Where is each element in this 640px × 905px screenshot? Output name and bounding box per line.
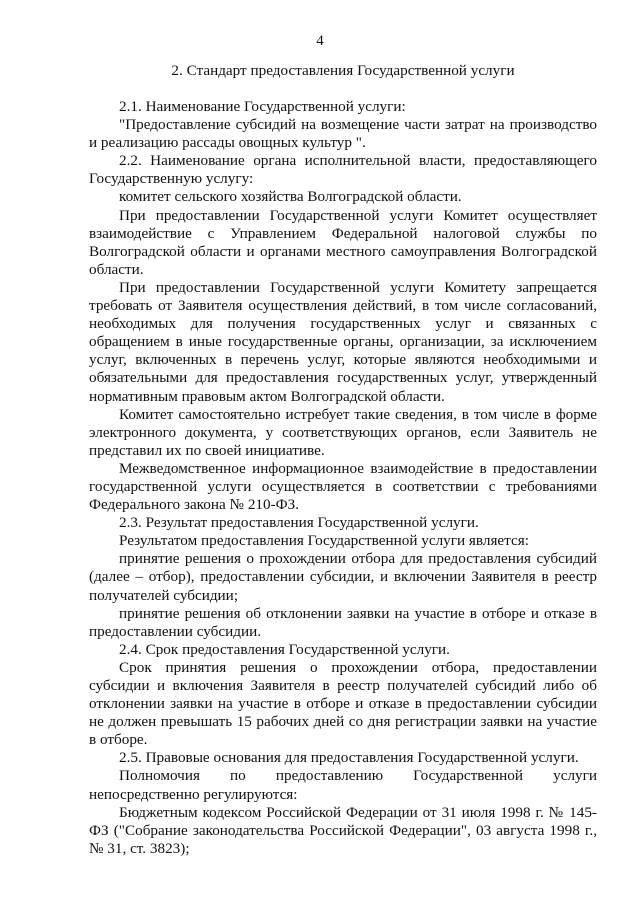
paragraph-2-2-heading: 2.2. Наименование органа исполнительной власти, предоставляющего Государственную услугу: [89, 152, 597, 188]
paragraph-2-1-heading: 2.1. Наименование Государственной услуги: [119, 98, 406, 115]
paragraph-budget-code: Бюджетным кодексом Российской Федерации от 31 июля 1998 г. № 145-ФЗ ("Собрание законодательства Российской Федерации", 03 августа 1998 г., № 31, ст. 3823); [89, 803, 597, 857]
section-title: 2. Стандарт предоставления Государственной услуги [171, 62, 515, 79]
paragraph-interagency: Межведомственное информационное взаимодействие в предоставлении государственной услуги осуществляется в соответствии с требованиями Федерального закона № 210-ФЗ. [89, 459, 597, 514]
paragraph-result-rejection: принятие решения об отклонении заявки на участие в отборе и отказе в предоставлении субсидии. [89, 604, 597, 640]
paragraph-powers: Полномочия по предоставлению Государственной услуги непосредственно регулируются: [89, 767, 597, 803]
document-body [89, 98, 597, 858]
paragraph-result-intro: Результатом предоставления Государственной услуги является: [119, 532, 529, 550]
paragraph-2-3-heading: 2.3. Результат предоставления Государственной услуги. [119, 514, 479, 532]
paragraph-term: Срок принятия решения о прохождении отбора, предоставлении субсидии и включения Заявителя в реестр получателей субсидий либо об отклонении заявки на участие в отборе и отказе в предоставлении субсидии не должен превышать 15 рабочих дней со дня регистрации заявки на участие в отборе. [89, 658, 597, 749]
paragraph-interaction: При предоставлении Государственной услуги Комитет осуществляет взаимодействие с Управлением Федеральной налоговой службы по Волгоградской области и органами местного самоуправления Волгоградской области. [89, 206, 597, 278]
page-number: 4 [316, 33, 324, 49]
paragraph-self-request: Комитет самостоятельно истребует такие сведения, в том числе в форме электронного документа, у соответствующих органов, если Заявитель не представил их по своей инициативе. [89, 405, 597, 459]
paragraph-2-5-heading: 2.5. Правовые основания для предоставления Государственной услуги. [119, 749, 579, 767]
paragraph-committee-name: комитет сельского хозяйства Волгоградской области. [119, 188, 462, 206]
paragraph-result-approval: принятие решения о прохождении отбора для предоставления субсидий (далее – отбор), предоставлении субсидии, и включении Заявителя в реестр получателей субсидии; [89, 550, 597, 604]
paragraph-prohibition: При предоставлении Государственной услуги Комитету запрещается требовать от Заявителя осуществления действий, в том числе согласований, необходимых для получения государственных услуг и связанных с обращением в иные государственные органы, организации, за исключением услуг, включенных в перечень услуг, которые являются необходимыми и обязательными для предоставления государственных услуг, утвержденный нормативным правовым актом Волгоградской области. [89, 278, 597, 405]
paragraph-service-name: "Предоставление субсидий на возмещение части затрат на производство и реализацию рассады овощных культур ". [89, 116, 597, 152]
paragraph-2-4-heading: 2.4. Срок предоставления Государственной услуги. [119, 640, 450, 658]
